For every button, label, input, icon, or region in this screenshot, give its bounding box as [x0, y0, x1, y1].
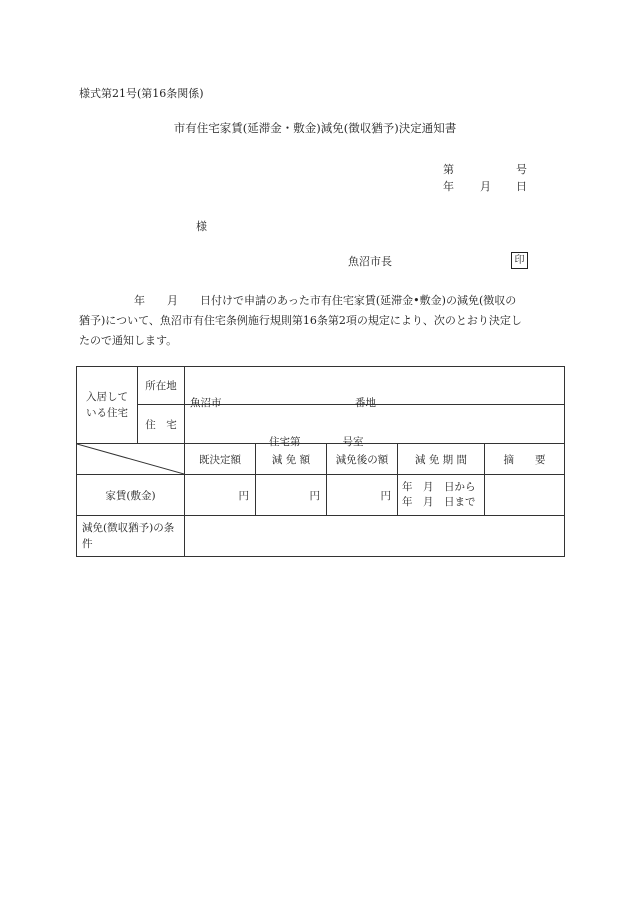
date-day: 日: [516, 180, 527, 193]
location-label: 所在地: [138, 367, 185, 405]
yen-unit: 円: [309, 489, 320, 502]
housing-label: 住 宅: [138, 405, 185, 444]
seal-stamp: 印: [511, 252, 528, 269]
form-number: 様式第21号(第16条関係): [79, 87, 204, 100]
notice-body: [79, 291, 557, 351]
remarks-cell[interactable]: [485, 475, 565, 516]
yen-unit: 円: [238, 489, 249, 502]
date-year: 年: [443, 180, 454, 193]
body-line-1: 年 月 日付けで申請のあった市有住宅家賃(延滞金•敷金)の減免(徴収の: [79, 294, 517, 307]
body-line-3: たので通知します。: [79, 334, 178, 347]
yen-unit: 円: [380, 489, 391, 502]
document-title: 市有住宅家賃(延滞金・敷金)減免(徴収猶予)決定通知書: [173, 121, 457, 135]
doc-number-dai: 第: [443, 163, 454, 176]
date-month: 月: [480, 180, 491, 193]
reduction-amount-cell[interactable]: [256, 475, 327, 516]
addressee-honorific: 様: [196, 220, 207, 233]
diagonal-line: [77, 444, 184, 474]
period-to: 年 月 日まで: [402, 496, 476, 508]
col-header-remarks: 摘 要: [485, 444, 565, 475]
doc-number-go: 号: [516, 163, 527, 176]
col-header-decided-amount: 既決定額: [185, 444, 256, 475]
location-value[interactable]: [185, 367, 565, 409]
period-from: 年 月 日から: [402, 481, 476, 493]
decided-amount-cell[interactable]: [185, 475, 256, 516]
housing-value: 住宅第 号室: [269, 436, 364, 448]
location-city: 魚沼市: [190, 396, 222, 409]
issuer-name: 魚沼市長: [348, 255, 392, 268]
col-header-after-reduction: 減免後の額: [327, 444, 398, 475]
location-banchi: 番地: [355, 396, 376, 409]
diagonal-header-cell: [77, 444, 185, 475]
rent-label: 家賃(敷金): [77, 475, 185, 516]
residence-label: 入居している住宅: [77, 367, 138, 444]
body-line-2: 猶予)について、魚沼市有住宅条例施行規則第16条第2項の規定により、次のとおり決定し: [79, 314, 522, 327]
conditions-label: 減免(徴収猶予)の条件: [77, 516, 185, 557]
col-header-reduction-amount: 減 免 額: [256, 444, 327, 475]
after-reduction-cell[interactable]: [327, 475, 398, 516]
housing-value-cell[interactable]: [185, 405, 565, 448]
decision-table: [76, 366, 565, 557]
col-header-reduction-period: 減 免 期 間: [398, 444, 485, 475]
conditions-cell[interactable]: [185, 516, 565, 557]
reduction-period-cell[interactable]: [398, 475, 485, 516]
